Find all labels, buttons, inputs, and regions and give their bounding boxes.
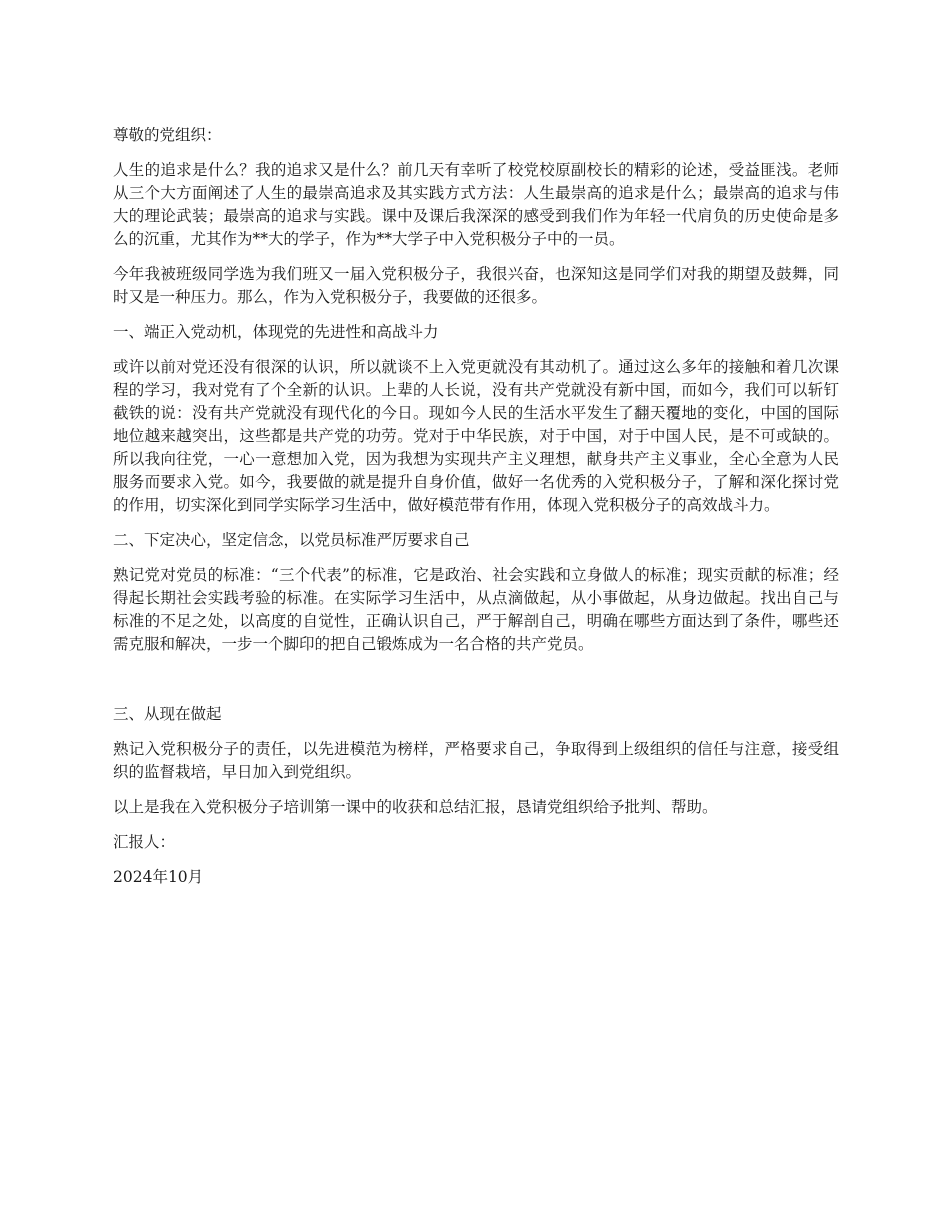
paragraph-4: 熟记党对党员的标准：“三个代表”的标准，它是政治、社会实践和立身做人的标准；现实贡献的标准；经得起长期社会实践考验的标准。在实际学习生活中，从点滴做起，从小事做起，从身边做起。找出自己与标准的不足之处，以高度的自觉性，正确认识自己，严于解剖自己，明确在哪些方面达到了条件，哪些还需克服和解决，一步一个脚印的把自己锻炼成为一名合格的共产党员。 bbox=[113, 566, 839, 653]
section-heading-2: 二、下定决心，坚定信念，以党员标准严厉要求自己 bbox=[113, 531, 470, 549]
salutation: 尊敬的党组织： bbox=[113, 126, 222, 144]
paragraph-2: 今年我被班级同学选为我们班又一届入党积极分子，我很兴奋，也深知这是同学们对我的期望及鼓舞，同时又是一种压力。那么，作为入党积极分子，我要做的还很多。 bbox=[113, 265, 839, 306]
section-heading-3: 三、从现在做起 bbox=[113, 705, 222, 723]
paragraph-1: 人生的追求是什么？我的追求又是什么？前几天有幸听了校党校原副校长的精彩的论述，受益匪浅。老师从三个大方面阐述了人生的最崇高追求及其实践方式方法：人生最崇高的追求是什么；最崇高的追求与伟大的理论武装；最崇高的追求与实践。课中及课后我深深的感受到我们作为年轻一代肩负的历史使命是多么的沉重，尤其作为**大的学子，作为**大学子中入党积极分子中的一员。 bbox=[113, 161, 839, 248]
blank-spacer bbox=[113, 668, 839, 703]
signature-line: 汇报人： bbox=[113, 833, 176, 851]
paragraph-3: 或许以前对党还没有很深的认识，所以就谈不上入党更就没有其动机了。通过这么多年的接触和着几次课程的学习，我对党有了个全新的认识。上辈的人长说，没有共产党就没有新中国，而如今，我们可以斩钉截铁的说：没有共产党就没有现代化的今日。现如今人民的生活水平发生了翻天覆地的变化，中国的国际地位越来越突出，这些都是共产党的功劳。党对于中华民族，对于中国，对于中国人民，是不可或缺的。所以我向往党，一心一意想加入党，因为我想为实现共产主义理想，献身共产主义事业，全心全意为人民服务而要求入党。如今，我要做的就是提升自身价值，做好一名优秀的入党积极分子，了解和深化探讨党的作用，切实深化到同学实际学习生活中，做好模范带有作用，体现入党积极分子的高效战斗力。 bbox=[113, 358, 839, 514]
date-line: 2024年10月 bbox=[113, 868, 204, 886]
paragraph-6: 以上是我在入党积极分子培训第一课中的收获和总结汇报，恳请党组织给予批判、帮助。 bbox=[113, 798, 718, 816]
document-body bbox=[113, 124, 839, 901]
paragraph-5: 熟记入党积极分子的责任，以先进模范为榜样，严格要求自己，争取得到上级组织的信任与注意，接受组织的监督栽培，早日加入到党组织。 bbox=[113, 740, 839, 781]
section-heading-1: 一、端正入党动机，体现党的先进性和高战斗力 bbox=[113, 323, 439, 341]
